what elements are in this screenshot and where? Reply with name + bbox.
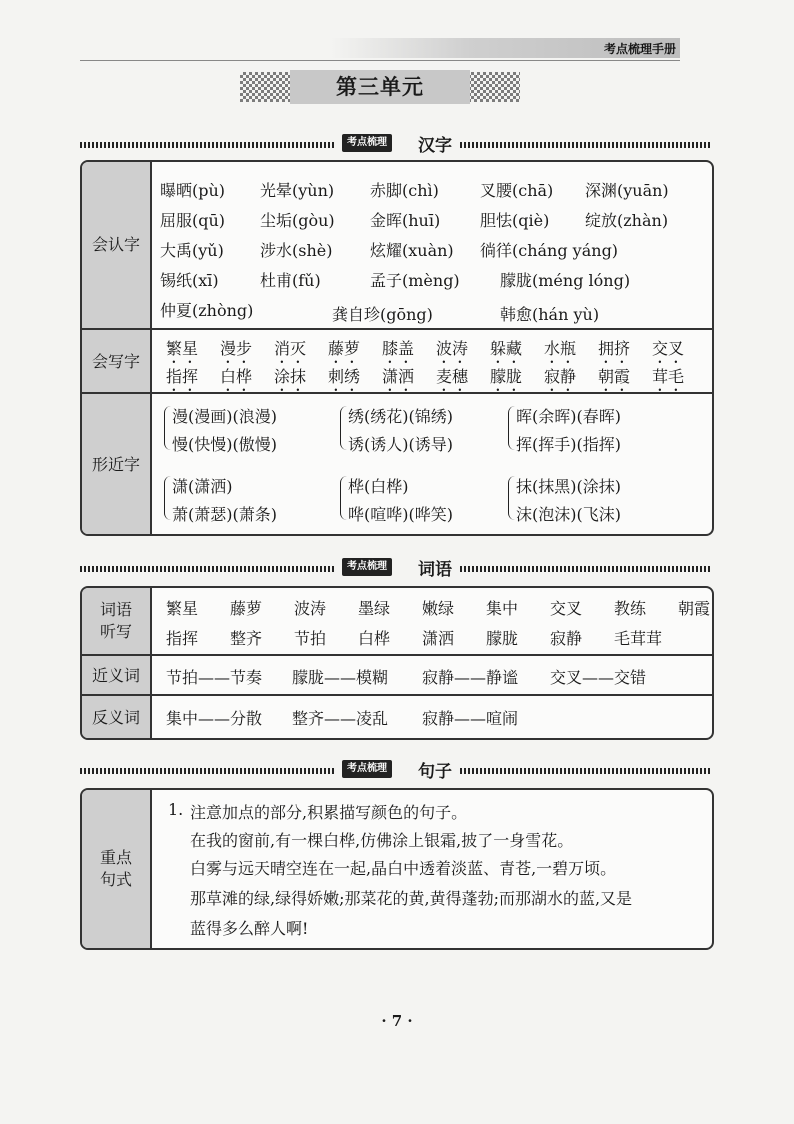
recognize-cell [160, 162, 704, 328]
char-item: 叉腰(chā) [480, 181, 554, 200]
word-item: 水瓶 [544, 339, 577, 358]
row-label [82, 790, 152, 948]
section-tag: 考点梳理 [342, 558, 392, 576]
dotted-rule-right [460, 768, 710, 774]
word-item: 指挥 [166, 367, 199, 386]
ciyu-table [80, 586, 714, 740]
word-item: 涂抹 [274, 367, 307, 386]
word-item: 毛茸茸 [614, 629, 663, 648]
word-item: 交叉 [550, 599, 583, 618]
synonym-pair: 交叉——交错 [550, 668, 647, 687]
word-item: 整齐 [230, 629, 263, 648]
word-item: 朦胧 [486, 629, 519, 648]
word-item: 藤萝 [230, 599, 263, 618]
brace-mark [164, 476, 171, 520]
antonym-cell [160, 696, 704, 740]
char-item: 金晖(huī) [370, 211, 441, 230]
section-heading-ciyu [80, 556, 710, 578]
word-item: 消灭 [274, 339, 307, 358]
dotted-rule-left [80, 566, 335, 572]
char-item: 赤脚(chì) [370, 181, 439, 200]
word-item: 波涛 [436, 339, 469, 358]
antonym-pair: 整齐——凌乱 [292, 709, 389, 728]
similar-item: 漫(漫画)(浪漫) [172, 407, 277, 426]
pattern-row [82, 790, 712, 948]
section-tag: 考点梳理 [342, 134, 392, 152]
section-tag: 考点梳理 [342, 760, 392, 778]
char-item: 屈服(qū) [160, 211, 226, 230]
brace-mark [164, 406, 171, 450]
word-item: 茸毛 [652, 367, 685, 386]
recognize-row [82, 162, 712, 328]
similar-item: 晖(余晖)(春晖) [516, 407, 621, 426]
row-label: 形近字 [82, 394, 152, 536]
word-item: 拥挤 [598, 339, 631, 358]
word-item: 膝盖 [382, 339, 415, 358]
similar-item: 萧(萧瑟)(萧条) [172, 505, 277, 524]
item-number: 1. [168, 800, 184, 819]
antonym-row [82, 694, 712, 740]
word-item: 朝霞 [598, 367, 631, 386]
word-item: 教练 [614, 599, 647, 618]
section-title: 句子 [418, 762, 452, 782]
antonym-pair: 集中——分散 [166, 709, 263, 728]
header-label: 考点梳理手册 [603, 42, 676, 56]
dictation-cell [160, 588, 711, 654]
char-item: 胆怯(qiè) [480, 211, 550, 230]
similar-cell [160, 394, 704, 536]
synonym-pair: 节拍——节奏 [166, 668, 263, 687]
section-title: 汉字 [418, 136, 452, 156]
word-item: 潇洒 [422, 629, 455, 648]
word-item: 繁星 [166, 339, 199, 358]
word-item: 寂静 [550, 629, 583, 648]
synonym-pair: 朦胧——模糊 [292, 668, 389, 687]
char-item: 龚自珍(gōng) [332, 305, 433, 324]
similar-item: 诱(诱人)(诱导) [348, 435, 453, 454]
section-heading-juzi [80, 758, 710, 780]
row-label [82, 588, 152, 654]
section-title: 词语 [418, 560, 452, 580]
similar-item: 抹(抹黑)(涂抹) [516, 477, 621, 496]
word-item: 白桦 [220, 367, 253, 386]
similar-item: 沫(泡沫)(飞沫) [516, 505, 621, 524]
dotted-rule-left [80, 142, 335, 148]
similar-item: 哗(喧哗)(哗笑) [348, 505, 453, 524]
char-item: 大禹(yǔ) [160, 241, 224, 260]
word-item: 指挥 [166, 629, 199, 648]
write-cell [160, 330, 704, 394]
char-item: 韩愈(hán yù) [500, 305, 600, 324]
similar-item: 潇(潇洒) [172, 477, 233, 496]
char-item: 曝晒(pù) [160, 181, 226, 200]
dotted-rule-right [460, 566, 710, 572]
char-item: 朦胧(méng lóng) [500, 271, 631, 290]
row-label: 会写字 [82, 330, 152, 394]
word-item: 潇洒 [382, 367, 415, 386]
row-label: 会认字 [82, 162, 152, 328]
sentence-line: 白雾与远天晴空连在一起,晶白中透着淡蓝、青苍,一碧万顷。 [190, 859, 617, 878]
synonym-pair: 寂静——静谧 [422, 668, 519, 687]
word-item: 节拍 [294, 629, 327, 648]
dotted-rule-left [80, 768, 335, 774]
word-item: 墨绿 [358, 599, 391, 618]
char-item: 徜徉(cháng yáng) [480, 241, 619, 260]
brace-mark [508, 476, 515, 520]
word-item: 躲藏 [490, 339, 523, 358]
row-label: 反义词 [82, 696, 152, 740]
word-item: 繁星 [166, 599, 199, 618]
sentence-line: 那草滩的绿,绿得娇嫩;那菜花的黄,黄得蓬勃;而那湖水的蓝,又是 [190, 889, 633, 908]
word-item: 寂静 [544, 367, 577, 386]
label-line: 听写 [99, 622, 132, 641]
word-item: 朝霞 [678, 599, 711, 618]
char-item: 锡纸(xī) [160, 271, 219, 290]
word-item: 麦穗 [436, 367, 469, 386]
sentence-line: 注意加点的部分,积累描写颜色的句子。 [190, 803, 468, 822]
char-item: 仲夏(zhòng) [160, 301, 254, 320]
char-item: 杜甫(fǔ) [260, 271, 321, 290]
synonym-row [82, 654, 712, 696]
word-item: 交叉 [652, 339, 685, 358]
unit-title: 第三单元 [290, 70, 470, 104]
char-item: 绽放(zhàn) [585, 211, 669, 230]
unit-title-banner [240, 68, 520, 106]
dotted-rule-right [460, 142, 710, 148]
word-item: 漫步 [220, 339, 253, 358]
similar-item: 桦(白桦) [348, 477, 409, 496]
char-item: 炫耀(xuàn) [370, 241, 454, 260]
juzi-table [80, 788, 714, 950]
word-item: 藤萝 [328, 339, 361, 358]
char-item: 深渊(yuān) [585, 181, 669, 200]
hanzi-table [80, 160, 714, 536]
char-item: 涉水(shè) [260, 241, 333, 260]
write-row [82, 328, 712, 394]
similar-item: 绣(绣花)(锦绣) [348, 407, 453, 426]
word-item: 嫩绿 [422, 599, 455, 618]
section-heading-hanzi [80, 132, 710, 154]
brace-mark [508, 406, 515, 450]
label-line: 词语 [99, 600, 132, 619]
word-item: 波涛 [294, 599, 327, 618]
row-label: 近义词 [82, 656, 152, 696]
similar-row [82, 392, 712, 536]
label-line: 重点 [99, 848, 132, 867]
brace-mark [340, 406, 347, 450]
brace-mark [340, 476, 347, 520]
similar-item: 慢(快慢)(傲慢) [172, 435, 277, 454]
label-line: 句式 [99, 870, 132, 889]
synonym-cell [160, 656, 704, 696]
char-item: 孟子(mèng) [370, 271, 460, 290]
page-number: · 7 · [381, 1012, 413, 1030]
sentence-line: 在我的窗前,有一棵白桦,仿佛涂上银霜,披了一身雪花。 [190, 831, 574, 850]
similar-item: 挥(挥手)(指挥) [516, 435, 621, 454]
char-item: 光晕(yùn) [260, 181, 335, 200]
word-item: 集中 [486, 599, 519, 618]
word-item: 白桦 [358, 629, 391, 648]
header-rule [80, 60, 680, 61]
word-item: 朦胧 [490, 367, 523, 386]
dictation-row [82, 588, 712, 654]
pattern-cell [160, 790, 704, 948]
char-item: 尘垢(gòu) [260, 211, 335, 230]
antonym-pair: 寂静——喧闹 [422, 709, 519, 728]
sentence-line: 蓝得多么醉人啊! [190, 919, 309, 938]
word-item: 刺绣 [328, 367, 361, 386]
